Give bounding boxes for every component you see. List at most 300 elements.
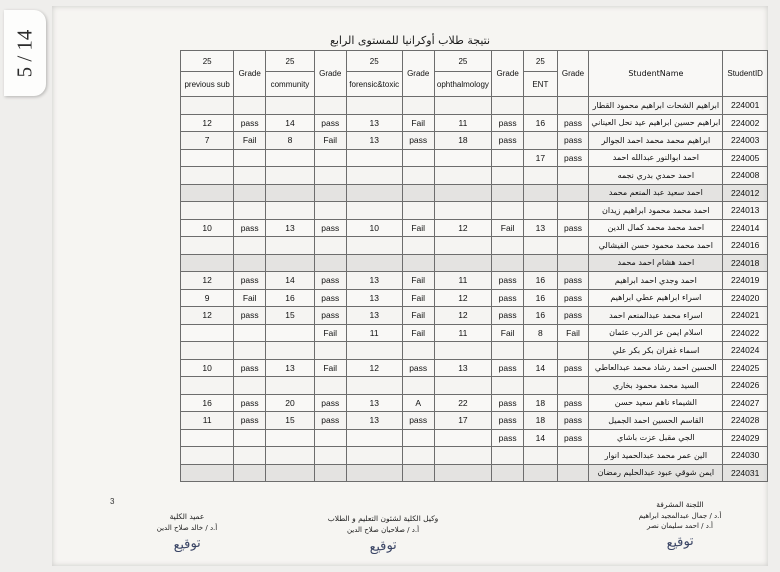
cell-grade: A <box>402 394 434 412</box>
cell-mark <box>181 342 234 360</box>
cell-mark <box>434 97 492 115</box>
cell-grade <box>557 202 589 220</box>
cell-grade: Fail <box>557 324 589 342</box>
cell-grade <box>557 447 589 465</box>
cell-grade <box>402 254 434 272</box>
cell-grade <box>314 202 346 220</box>
cell-mark <box>266 254 315 272</box>
cell-mark <box>434 202 492 220</box>
cell-grade: pass <box>492 289 524 307</box>
cell-student-name: ابراهيم الشحات ابراهيم محمود القطار <box>589 97 723 115</box>
cell-mark <box>346 342 402 360</box>
cell-grade <box>314 167 346 185</box>
table-head <box>181 51 768 97</box>
cell-grade <box>557 254 589 272</box>
cell-grade <box>492 447 524 465</box>
cell-mark: 18 <box>524 412 558 430</box>
cell-grade <box>492 97 524 115</box>
cell-grade: Fail <box>314 359 346 377</box>
cell-grade: pass <box>402 132 434 150</box>
cell-mark: 20 <box>266 394 315 412</box>
cell-grade: pass <box>314 412 346 430</box>
cell-mark <box>346 202 402 220</box>
cell-grade: pass <box>557 394 589 412</box>
cell-student-name: اسلام ايمن عز الدرب عثمان <box>589 324 723 342</box>
cell-mark <box>181 464 234 482</box>
committee-member-1: أ.د / جمال عبدالمجيد ابراهيم <box>638 511 722 520</box>
table-header-units-row <box>181 51 768 72</box>
cell-mark <box>346 464 402 482</box>
cell-mark <box>181 324 234 342</box>
cell-grade: Fail <box>492 324 524 342</box>
cell-mark <box>524 167 558 185</box>
cell-grade <box>492 184 524 202</box>
cell-student-id: 224001 <box>723 97 768 115</box>
cell-grade: pass <box>234 359 266 377</box>
cell-mark <box>266 97 315 115</box>
results-table <box>180 50 768 482</box>
header-units-forensic: 25 <box>346 51 402 72</box>
cell-grade: pass <box>314 219 346 237</box>
cell-student-name: القاسم الحسين احمد الجميل <box>589 412 723 430</box>
cell-mark <box>524 132 558 150</box>
cell-mark <box>434 167 492 185</box>
committee-title: اللجنة المشرفة <box>656 500 704 509</box>
cell-grade: pass <box>402 359 434 377</box>
cell-grade: Fail <box>402 219 434 237</box>
cell-grade: pass <box>234 394 266 412</box>
cell-mark <box>524 184 558 202</box>
cell-student-name: الجي مقبل عزت باشاي <box>589 429 723 447</box>
cell-grade <box>234 429 266 447</box>
cell-mark: 12 <box>434 289 492 307</box>
cell-mark: 10 <box>181 219 234 237</box>
cell-student-id: 224026 <box>723 377 768 395</box>
cell-student-id: 224024 <box>723 342 768 360</box>
cell-mark <box>181 447 234 465</box>
results-table-container <box>180 50 768 482</box>
cell-grade <box>557 237 589 255</box>
cell-mark: 12 <box>434 219 492 237</box>
cell-grade <box>402 237 434 255</box>
cell-grade: pass <box>557 429 589 447</box>
cell-mark: 22 <box>434 394 492 412</box>
cell-grade: pass <box>492 307 524 325</box>
cell-grade: pass <box>557 412 589 430</box>
cell-grade <box>492 342 524 360</box>
cell-grade: pass <box>492 429 524 447</box>
cell-grade: pass <box>557 359 589 377</box>
cell-mark <box>346 447 402 465</box>
cell-student-id: 224002 <box>723 114 768 132</box>
cell-student-id: 224013 <box>723 202 768 220</box>
table-row <box>181 132 768 150</box>
cell-mark: 11 <box>434 324 492 342</box>
cell-mark: 10 <box>346 219 402 237</box>
cell-grade: pass <box>234 307 266 325</box>
cell-mark <box>346 429 402 447</box>
cell-mark: 12 <box>346 359 402 377</box>
cell-mark <box>434 377 492 395</box>
header-grade-4: Grade <box>314 51 346 97</box>
cell-mark <box>524 97 558 115</box>
cell-grade: pass <box>492 272 524 290</box>
cell-mark <box>524 342 558 360</box>
cell-grade <box>314 429 346 447</box>
cell-mark: 16 <box>524 272 558 290</box>
cell-student-id: 224014 <box>723 219 768 237</box>
cell-grade: pass <box>492 412 524 430</box>
cell-grade <box>492 237 524 255</box>
cell-mark <box>266 149 315 167</box>
cell-grade: pass <box>492 132 524 150</box>
table-row <box>181 447 768 465</box>
cell-mark <box>524 377 558 395</box>
cell-mark <box>524 254 558 272</box>
cell-grade: pass <box>492 394 524 412</box>
dean-title: عميد الكلية <box>169 512 205 522</box>
cell-student-name: احمد وجدي احمد ابراهيم <box>589 272 723 290</box>
header-subject-community: community <box>266 72 315 97</box>
cell-grade: pass <box>557 149 589 167</box>
cell-mark: 13 <box>346 272 402 290</box>
cell-grade <box>234 447 266 465</box>
cell-mark <box>346 237 402 255</box>
cell-grade <box>492 149 524 167</box>
cell-grade <box>234 184 266 202</box>
cell-mark: 18 <box>434 132 492 150</box>
cell-student-id: 224025 <box>723 359 768 377</box>
cell-student-id: 224020 <box>723 289 768 307</box>
cell-grade: pass <box>557 219 589 237</box>
cell-mark <box>181 377 234 395</box>
header-units-ent: 25 <box>524 51 558 72</box>
table-row <box>181 254 768 272</box>
cell-student-id: 224030 <box>723 447 768 465</box>
cell-grade <box>557 97 589 115</box>
cell-student-id: 224016 <box>723 237 768 255</box>
sheet-page-number: 3 <box>110 497 115 506</box>
cell-grade <box>314 464 346 482</box>
cell-grade: pass <box>314 272 346 290</box>
page-indicator-badge <box>4 10 46 96</box>
cell-student-name: الين عمر محمد عبدالحميد انوار <box>589 447 723 465</box>
cell-student-id: 224027 <box>723 394 768 412</box>
cell-mark: 14 <box>266 114 315 132</box>
cell-mark <box>266 167 315 185</box>
cell-student-id: 224008 <box>723 167 768 185</box>
cell-mark: 7 <box>181 132 234 150</box>
header-subject-ophthalmology: ophthalmology <box>434 72 492 97</box>
header-units-ophthalmology: 25 <box>434 51 492 72</box>
cell-grade: Fail <box>234 289 266 307</box>
header-subject-ent: ENT <box>524 72 558 97</box>
cell-mark <box>266 184 315 202</box>
cell-grade <box>234 237 266 255</box>
cell-student-name: احمد محمد محمود حسن الفيشالي <box>589 237 723 255</box>
cell-student-name: اسماء غفران بكر بكر علي <box>589 342 723 360</box>
cell-student-id: 224005 <box>723 149 768 167</box>
cell-mark: 16 <box>181 394 234 412</box>
cell-student-id: 224029 <box>723 429 768 447</box>
cell-grade: pass <box>314 394 346 412</box>
cell-student-name: احمد سعيد عبد المنعم محمد <box>589 184 723 202</box>
cell-grade: pass <box>234 272 266 290</box>
cell-mark <box>434 149 492 167</box>
table-row <box>181 412 768 430</box>
table-row <box>181 237 768 255</box>
signature-committee <box>620 500 740 552</box>
cell-student-name: احمد محمد محمد كمال الدين <box>589 219 723 237</box>
cell-grade <box>402 342 434 360</box>
cell-grade <box>234 324 266 342</box>
cell-mark <box>181 149 234 167</box>
cell-grade: pass <box>557 307 589 325</box>
cell-grade <box>314 342 346 360</box>
table-row <box>181 394 768 412</box>
cell-mark <box>181 184 234 202</box>
cell-mark: 17 <box>524 149 558 167</box>
cell-grade: pass <box>314 307 346 325</box>
cell-grade: pass <box>557 289 589 307</box>
cell-student-name: ابراهيم محمد محمد احمد الجوالر <box>589 132 723 150</box>
cell-grade: pass <box>492 359 524 377</box>
table-row <box>181 167 768 185</box>
cell-grade <box>234 464 266 482</box>
cell-mark: 11 <box>434 114 492 132</box>
document-sheet <box>52 6 768 566</box>
cell-grade <box>492 377 524 395</box>
cell-mark <box>266 377 315 395</box>
cell-mark <box>434 429 492 447</box>
cell-grade <box>234 202 266 220</box>
cell-mark <box>524 464 558 482</box>
cell-grade <box>492 464 524 482</box>
cell-grade: pass <box>557 114 589 132</box>
cell-mark <box>266 464 315 482</box>
cell-grade: Fail <box>402 324 434 342</box>
cell-mark: 9 <box>181 289 234 307</box>
cell-mark <box>346 149 402 167</box>
cell-grade <box>314 254 346 272</box>
cell-mark: 13 <box>346 394 402 412</box>
cell-grade <box>402 377 434 395</box>
cell-mark: 16 <box>524 114 558 132</box>
header-units-community: 25 <box>266 51 315 72</box>
cell-grade <box>492 254 524 272</box>
cell-mark: 14 <box>266 272 315 290</box>
cell-grade <box>234 167 266 185</box>
cell-grade <box>314 237 346 255</box>
cell-mark <box>266 324 315 342</box>
cell-mark: 12 <box>181 114 234 132</box>
cell-mark: 18 <box>524 394 558 412</box>
cell-grade <box>402 464 434 482</box>
cell-grade <box>402 429 434 447</box>
cell-grade <box>557 184 589 202</box>
cell-mark <box>181 167 234 185</box>
cell-student-name: السيد محمد محمود بخاري <box>589 377 723 395</box>
handwritten-signature-vice-dean: توقيع <box>368 536 398 555</box>
cell-mark <box>434 254 492 272</box>
cell-grade: pass <box>234 114 266 132</box>
cell-mark: 17 <box>434 412 492 430</box>
table-row <box>181 307 768 325</box>
header-subject-previous: previous sub <box>181 72 234 97</box>
cell-mark: 13 <box>434 359 492 377</box>
cell-student-id: 224022 <box>723 324 768 342</box>
cell-grade: Fail <box>234 132 266 150</box>
handwritten-signature-dean: توقيع <box>172 534 202 553</box>
cell-grade <box>557 377 589 395</box>
cell-grade: pass <box>234 219 266 237</box>
cell-mark <box>434 342 492 360</box>
cell-student-id: 224018 <box>723 254 768 272</box>
table-body <box>181 97 768 482</box>
cell-grade <box>557 342 589 360</box>
table-row <box>181 184 768 202</box>
cell-student-id: 224021 <box>723 307 768 325</box>
cell-grade: Fail <box>314 132 346 150</box>
cell-grade: pass <box>492 114 524 132</box>
signature-dean <box>112 512 262 554</box>
cell-mark <box>346 254 402 272</box>
cell-grade <box>402 447 434 465</box>
cell-grade <box>402 184 434 202</box>
document-footer <box>52 482 768 560</box>
table-row <box>181 324 768 342</box>
cell-mark <box>266 237 315 255</box>
table-row <box>181 342 768 360</box>
header-student-id: StudentID <box>723 51 768 97</box>
cell-grade <box>234 377 266 395</box>
cell-grade <box>492 167 524 185</box>
header-subject-forensic: forensic&toxic <box>346 72 402 97</box>
cell-grade <box>234 97 266 115</box>
cell-student-name: احمد حمدي بدري نجمه <box>589 167 723 185</box>
handwritten-signature-committee: توقيع <box>665 532 695 551</box>
cell-mark: 13 <box>346 307 402 325</box>
cell-mark: 13 <box>346 114 402 132</box>
cell-student-name: الحسين احمد رشاد محمد عبدالعاطي <box>589 359 723 377</box>
cell-student-name: ايمن شوقي عبود عبدالحليم رمضان <box>589 464 723 482</box>
cell-grade: pass <box>402 412 434 430</box>
cell-mark <box>434 237 492 255</box>
cell-grade: Fail <box>402 114 434 132</box>
cell-grade <box>314 447 346 465</box>
cell-student-name: احمد محمد محمود ابراهيم زيدان <box>589 202 723 220</box>
cell-student-name: احمد ابوالنور عبدالله احمد <box>589 149 723 167</box>
cell-grade: pass <box>557 272 589 290</box>
cell-mark <box>266 202 315 220</box>
table-row <box>181 114 768 132</box>
cell-grade <box>314 149 346 167</box>
cell-mark: 14 <box>524 359 558 377</box>
table-row <box>181 464 768 482</box>
cell-student-name: اسراء محمد عبدالمنعم احمد <box>589 307 723 325</box>
cell-mark: 12 <box>434 307 492 325</box>
cell-mark <box>266 429 315 447</box>
cell-mark <box>266 342 315 360</box>
vice-dean-title: وكيل الكلية لشئون التعليم و الطلاب <box>327 514 439 524</box>
cell-student-name: احمد هشام احمد محمد <box>589 254 723 272</box>
cell-mark: 12 <box>181 307 234 325</box>
cell-mark: 8 <box>524 324 558 342</box>
cell-grade: Fail <box>402 272 434 290</box>
cell-mark <box>524 447 558 465</box>
cell-mark <box>524 202 558 220</box>
vice-dean-name: أ.د / صلاحيان صلاح الدين <box>346 526 420 535</box>
cell-mark: 11 <box>434 272 492 290</box>
table-row <box>181 359 768 377</box>
cell-mark <box>181 202 234 220</box>
cell-grade <box>492 202 524 220</box>
table-row <box>181 272 768 290</box>
cell-grade <box>314 184 346 202</box>
cell-mark: 16 <box>524 289 558 307</box>
document-title: نتيجة طلاب أوكرانيا للمستوى الرابع <box>329 34 491 47</box>
cell-student-id: 224028 <box>723 412 768 430</box>
cell-grade: pass <box>314 289 346 307</box>
cell-grade <box>314 97 346 115</box>
cell-grade <box>402 97 434 115</box>
cell-mark: 11 <box>181 412 234 430</box>
cell-mark <box>181 97 234 115</box>
cell-grade <box>402 167 434 185</box>
cell-mark: 14 <box>524 429 558 447</box>
table-row <box>181 97 768 115</box>
header-grade-3: Grade <box>402 51 434 97</box>
cell-grade: Fail <box>314 324 346 342</box>
table-row <box>181 202 768 220</box>
cell-mark: 15 <box>266 412 315 430</box>
cell-mark: 15 <box>266 307 315 325</box>
cell-grade <box>402 202 434 220</box>
cell-student-name: اسراء ابراهيم عطي ابراهيم <box>589 289 723 307</box>
cell-grade <box>314 377 346 395</box>
cell-mark <box>346 377 402 395</box>
signature-vice-dean <box>298 514 468 556</box>
cell-grade: Fail <box>492 219 524 237</box>
cell-mark <box>434 464 492 482</box>
header-grade-5: Grade <box>234 51 266 97</box>
page-indicator-label: 5 / 14 <box>12 29 37 77</box>
cell-mark: 13 <box>266 359 315 377</box>
cell-grade <box>234 149 266 167</box>
cell-mark <box>434 447 492 465</box>
header-student-name: StudentName <box>589 51 723 97</box>
cell-mark: 16 <box>524 307 558 325</box>
dean-name: أ.د / خالد صلاح الدين <box>156 524 218 533</box>
cell-mark: 13 <box>346 132 402 150</box>
cell-mark <box>434 184 492 202</box>
table-row <box>181 377 768 395</box>
cell-mark <box>181 254 234 272</box>
cell-mark: 13 <box>346 412 402 430</box>
cell-mark: 10 <box>181 359 234 377</box>
cell-mark: 16 <box>266 289 315 307</box>
cell-mark <box>346 184 402 202</box>
cell-grade: pass <box>234 412 266 430</box>
cell-grade: pass <box>557 132 589 150</box>
cell-grade <box>402 149 434 167</box>
cell-mark: 8 <box>266 132 315 150</box>
cell-mark <box>266 447 315 465</box>
cell-grade <box>557 464 589 482</box>
table-row <box>181 149 768 167</box>
cell-grade <box>234 342 266 360</box>
cell-grade <box>234 254 266 272</box>
